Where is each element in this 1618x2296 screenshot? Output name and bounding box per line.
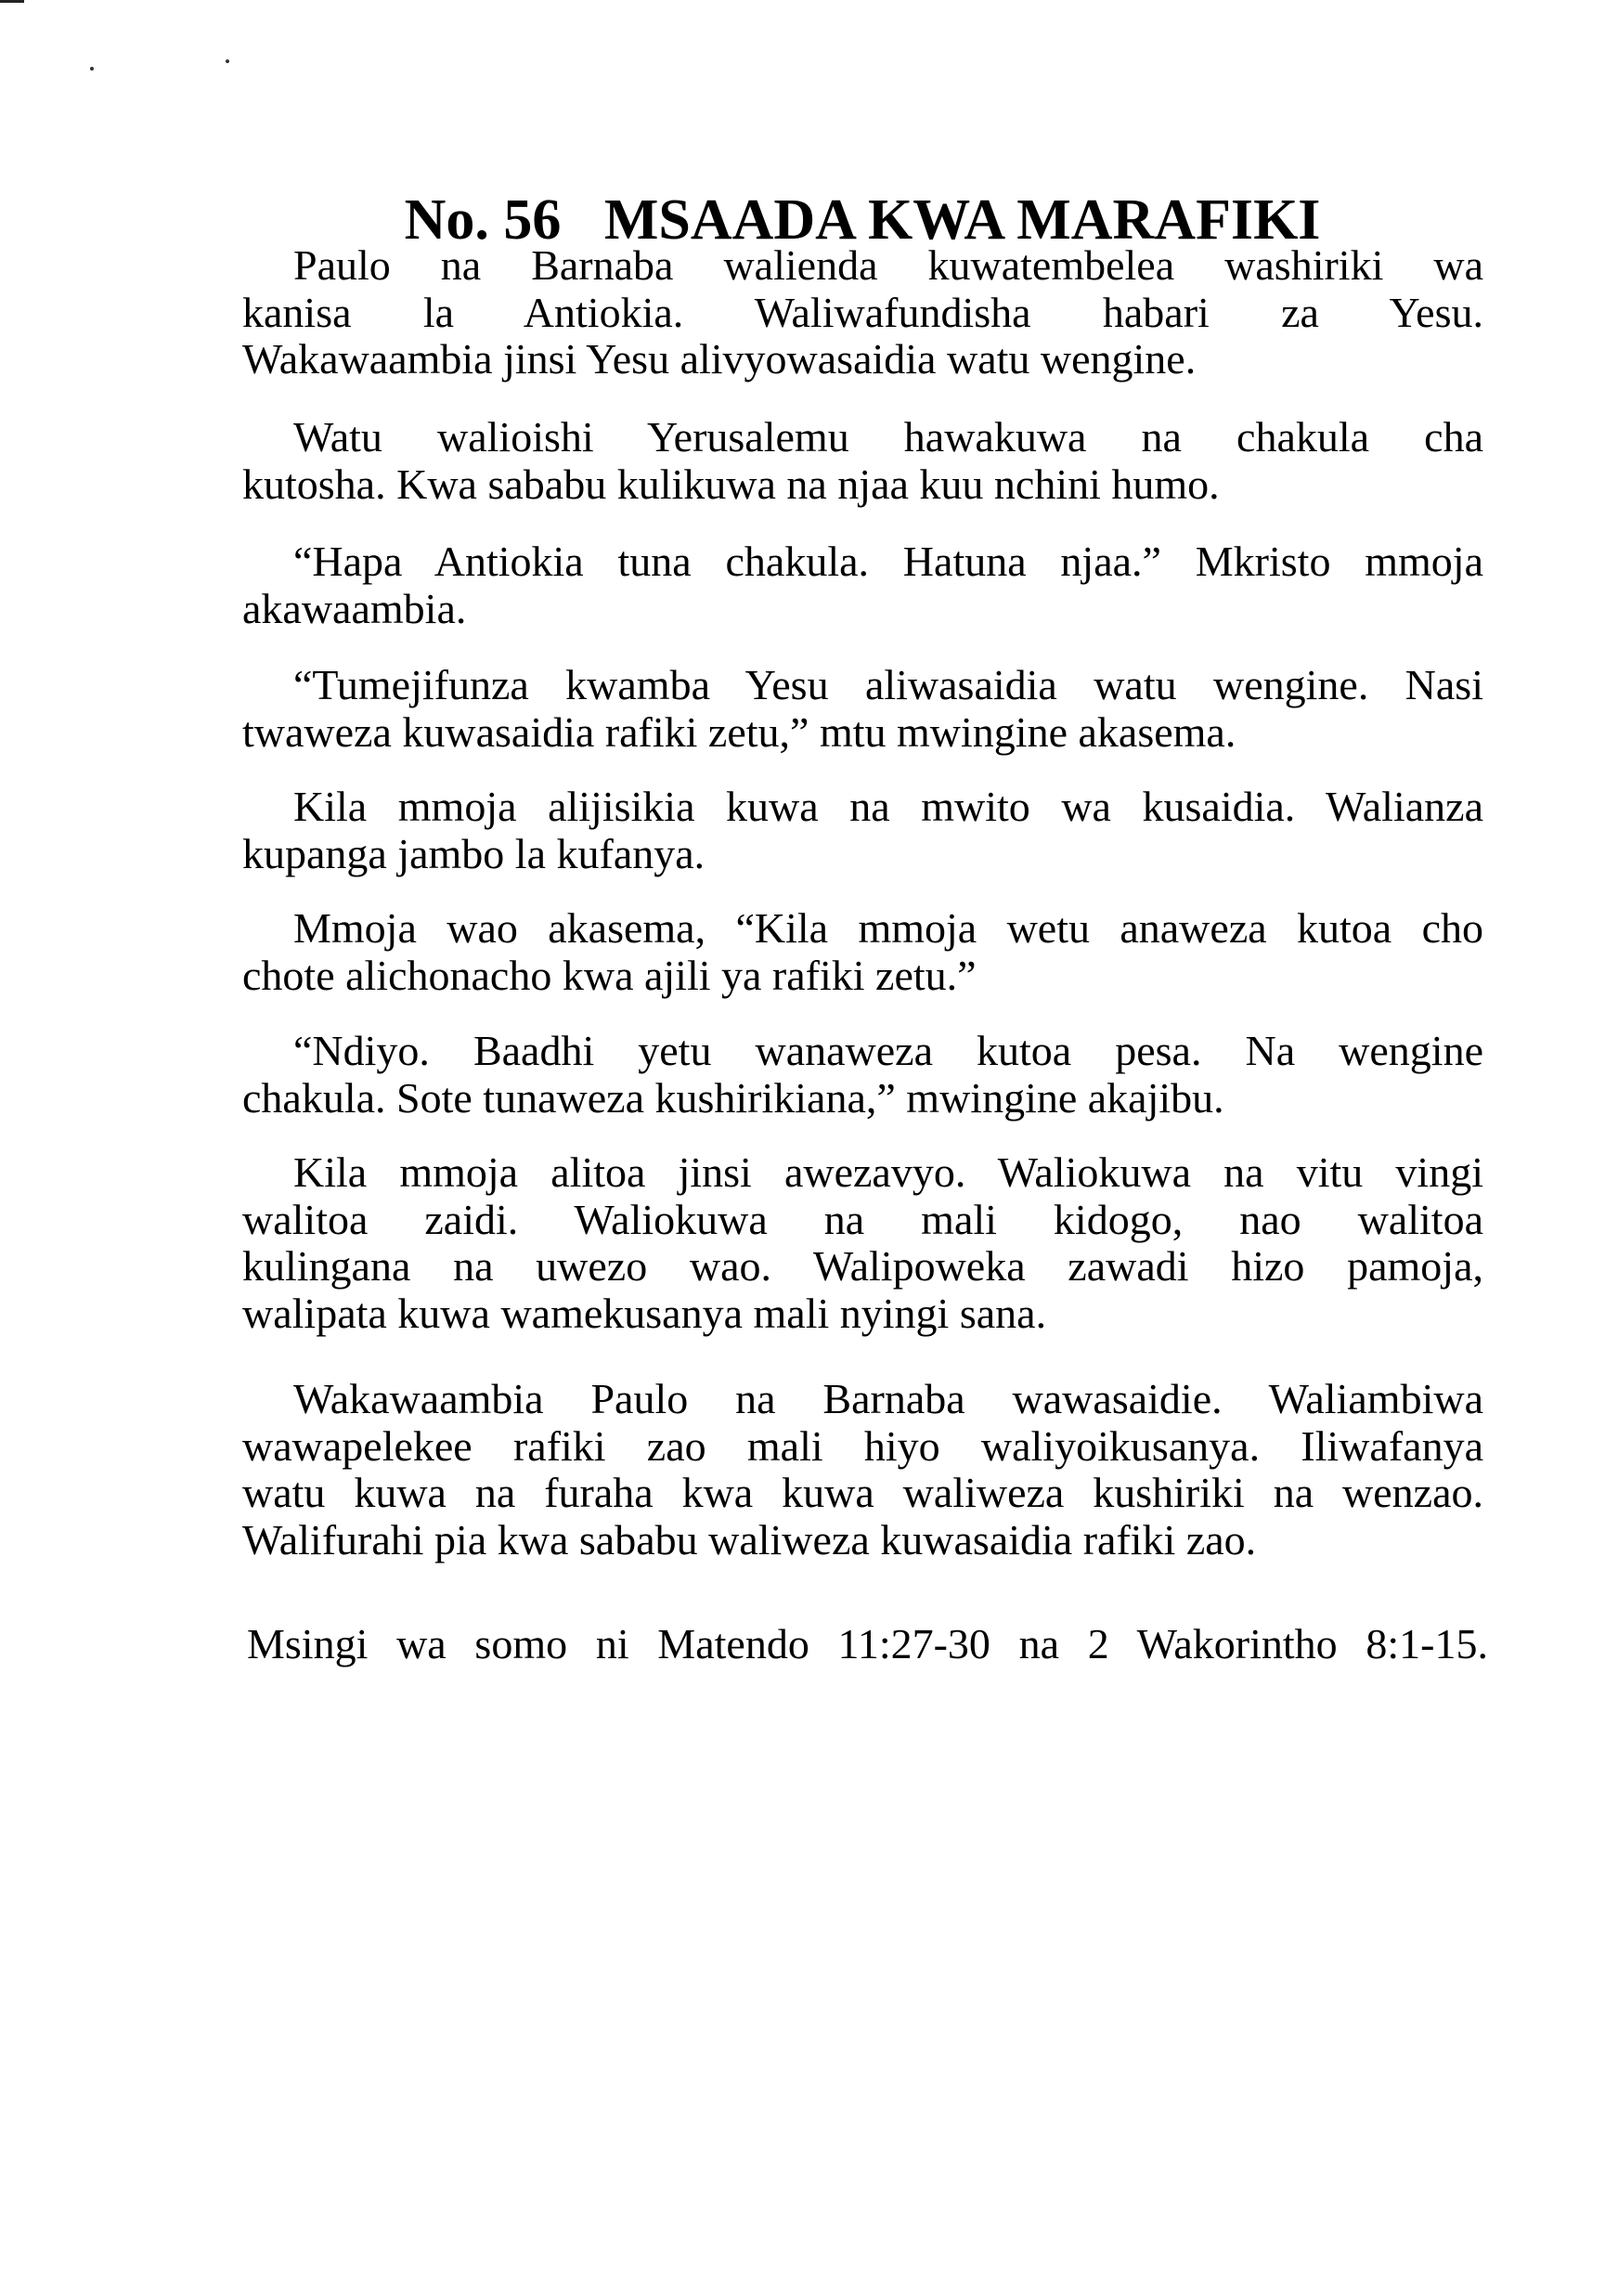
- text-line: chote alichonacho kwa ajili ya rafiki zetu.”: [242, 951, 977, 999]
- text-line: “Tumejifunza kwamba Yesu aliwasaidia watu wengine. Nasi: [293, 661, 1483, 708]
- paragraph: [242, 538, 1483, 632]
- text-line: Walifurahi pia kwa sababu waliweza kuwasaidia rafiki zao.: [242, 1515, 1257, 1563]
- paragraph: [242, 1028, 1483, 1122]
- text-line: “Hapa Antiokia tuna chakula. Hatuna njaa.” Mkristo mmoja: [293, 538, 1483, 585]
- text-line: Kila mmoja alijisikia kuwa na mwito wa kusaidia. Walianza: [293, 783, 1483, 830]
- paragraph: [242, 1149, 1483, 1337]
- paragraph: [242, 784, 1483, 877]
- text-line: kulingana na uwezo wao. Walipoweka zawadi hizo pamoja,: [242, 1242, 1483, 1291]
- scan-speck: [226, 59, 229, 63]
- text-line: akawaambia.: [242, 584, 467, 632]
- text-line: Kila mmoja alitoa jinsi awezavyo. Waliokuwa na vitu vingi: [293, 1148, 1483, 1196]
- scan-speck: [90, 67, 94, 71]
- text-line: twaweza kuwasaidia rafiki zetu,” mtu mwingine akasema.: [242, 707, 1236, 756]
- text-line: Paulo na Barnaba walienda kuwatembelea washiriki wa: [293, 241, 1483, 289]
- text-line: kupanga jambo la kufanya.: [242, 829, 705, 877]
- text-line: kanisa la Antiokia. Waliwafundisha habari za Yesu.: [242, 288, 1483, 336]
- paragraph: [242, 414, 1483, 508]
- text-line: Wakawaambia Paulo na Barnaba wawasaidie. Waliambiwa: [293, 1375, 1483, 1422]
- paragraph: [242, 905, 1483, 999]
- text-line: walitoa zaidi. Waliokuwa na mali kidogo, nao walitoa: [242, 1195, 1483, 1243]
- text-line: Wakawaambia jinsi Yesu alivyowasaidia watu wengine.: [242, 335, 1197, 383]
- text-line: Mmoja wao akasema, “Kila mmoja wetu anaweza kutoa cho: [293, 904, 1483, 952]
- lesson-source: Msingi wa somo ni Matendo 11:27-30 na 2 Wakorintho 8:1-15.: [247, 1620, 1488, 1667]
- paragraph: [242, 242, 1483, 383]
- scan-edge-mark: [0, 0, 24, 3]
- text-line: chakula. Sote tunaweza kushirikiana,” mwingine akajibu.: [242, 1073, 1224, 1122]
- text-line: “Ndiyo. Baadhi yetu wanaweza kutoa pesa. Na wengine: [293, 1027, 1483, 1074]
- text-line: wawapelekee rafiki zao mali hiyo waliyoikusanya. Iliwafanya: [242, 1421, 1483, 1470]
- page-title: No. 56 MSAADA KWA MARAFIKI: [404, 188, 1321, 252]
- text-line: walipata kuwa wamekusanya mali nyingi sana.: [242, 1289, 1047, 1337]
- paragraph: [242, 662, 1483, 756]
- paragraph: [242, 1376, 1483, 1563]
- text-line: kutosha. Kwa sababu kulikuwa na njaa kuu nchini humo.: [242, 460, 1220, 508]
- text-line: watu kuwa na furaha kwa kuwa waliweza kushiriki na wenzao.: [242, 1469, 1483, 1517]
- text-line: Watu walioishi Yerusalemu hawakuwa na chakula cha: [293, 413, 1483, 460]
